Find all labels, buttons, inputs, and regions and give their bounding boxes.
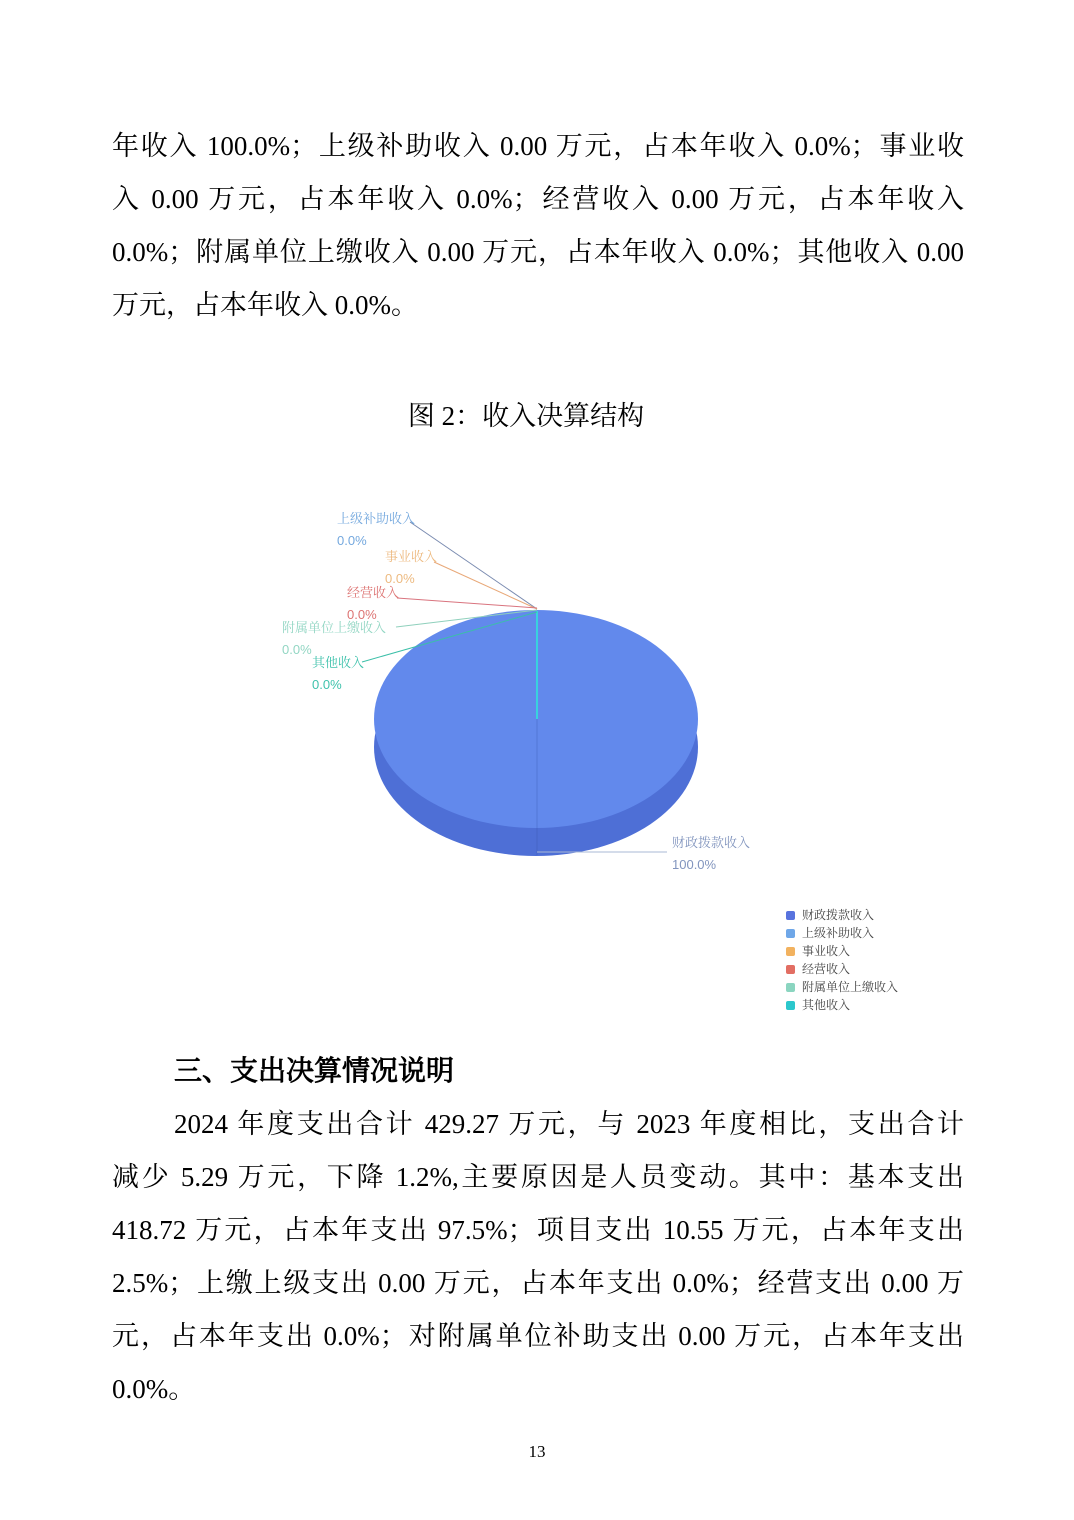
expense-paragraph (112, 1098, 964, 1416)
income-paragraph (112, 120, 964, 332)
legend-item-shangjibuzhu (786, 927, 898, 940)
legend-swatch-icon (786, 911, 795, 920)
slice-label-name: 财政拨款收入 (672, 835, 751, 850)
legend-swatch-icon (786, 965, 795, 974)
legend-label: 事业收入 (802, 944, 851, 958)
paragraph-line: 0.0%。 (112, 1374, 196, 1404)
legend-label: 财政拨款收入 (802, 908, 875, 922)
slice-label-name: 附属单位上缴收入 (282, 620, 387, 635)
paragraph-line: 减少 5.29 万元，下降 1.2%,主要原因是人员变动。其中：基本支出 (112, 1162, 964, 1192)
legend-label: 上级补助收入 (802, 926, 875, 940)
page-number: 13 (528, 1442, 546, 1461)
section-heading: 三、支出决算情况说明 (174, 1055, 455, 1086)
slice-label-percent: 0.0% (347, 607, 377, 622)
slice-label-percent: 0.0% (282, 642, 312, 657)
income-pie-chart (0, 440, 1074, 1012)
legend-label: 其他收入 (802, 998, 851, 1012)
slice-label-percent: 0.0% (337, 533, 367, 548)
paragraph-line: 2024 年度支出合计 429.27 万元，与 2023 年度相比，支出合计 (174, 1109, 964, 1139)
paragraph-line: 年收入 100.0%；上级补助收入 0.00 万元，占本年收入 0.0%；事业收 (112, 131, 964, 161)
paragraph-line: 元，占本年支出 0.0%；对附属单位补助支出 0.00 万元，占本年支出 (112, 1321, 964, 1351)
paragraph-line: 418.72 万元，占本年支出 97.5%；项目支出 10.55 万元，占本年支出 (112, 1215, 964, 1245)
slice-label-name: 其他收入 (312, 655, 365, 670)
legend-label: 经营收入 (802, 962, 851, 976)
pie-chart-canvas (0, 440, 1074, 920)
slice-label-name: 经营收入 (347, 585, 400, 600)
figure-title: 图 2：收入决算结构 (407, 401, 645, 431)
legend-swatch-icon (786, 1001, 795, 1010)
chart-legend (786, 909, 898, 1012)
legend-item-jingying (786, 963, 898, 976)
legend-label: 附属单位上缴收入 (802, 980, 899, 994)
slice-label-percent: 0.0% (385, 571, 415, 586)
legend-swatch-icon (786, 983, 795, 992)
legend-swatch-icon (786, 929, 795, 938)
slice-label-percent: 100.0% (672, 857, 717, 872)
legend-item-shiye (786, 945, 898, 958)
legend-item-caizhengbokuan (786, 909, 898, 922)
legend-item-fushudanwei (786, 981, 898, 994)
paragraph-line: 入 0.00 万元，占本年收入 0.0%；经营收入 0.00 万元，占本年收入 (112, 184, 964, 214)
slice-label-name: 上级补助收入 (337, 511, 416, 526)
paragraph-line: 万元，占本年收入 0.0%。 (112, 290, 418, 320)
slice-label-qita (312, 652, 364, 696)
paragraph-line: 0.0%；附属单位上缴收入 0.00 万元，占本年收入 0.0%；其他收入 0.00 (112, 237, 964, 267)
paragraph-line: 2.5%；上缴上级支出 0.00 万元，占本年支出 0.0%；经营支出 0.00 万 (112, 1268, 964, 1298)
slice-label-caizhengbokuan (672, 832, 750, 876)
slice-label-name: 事业收入 (385, 549, 438, 564)
legend-swatch-icon (786, 947, 795, 956)
slice-label-percent: 0.0% (312, 677, 342, 692)
legend-item-qita (786, 999, 898, 1012)
